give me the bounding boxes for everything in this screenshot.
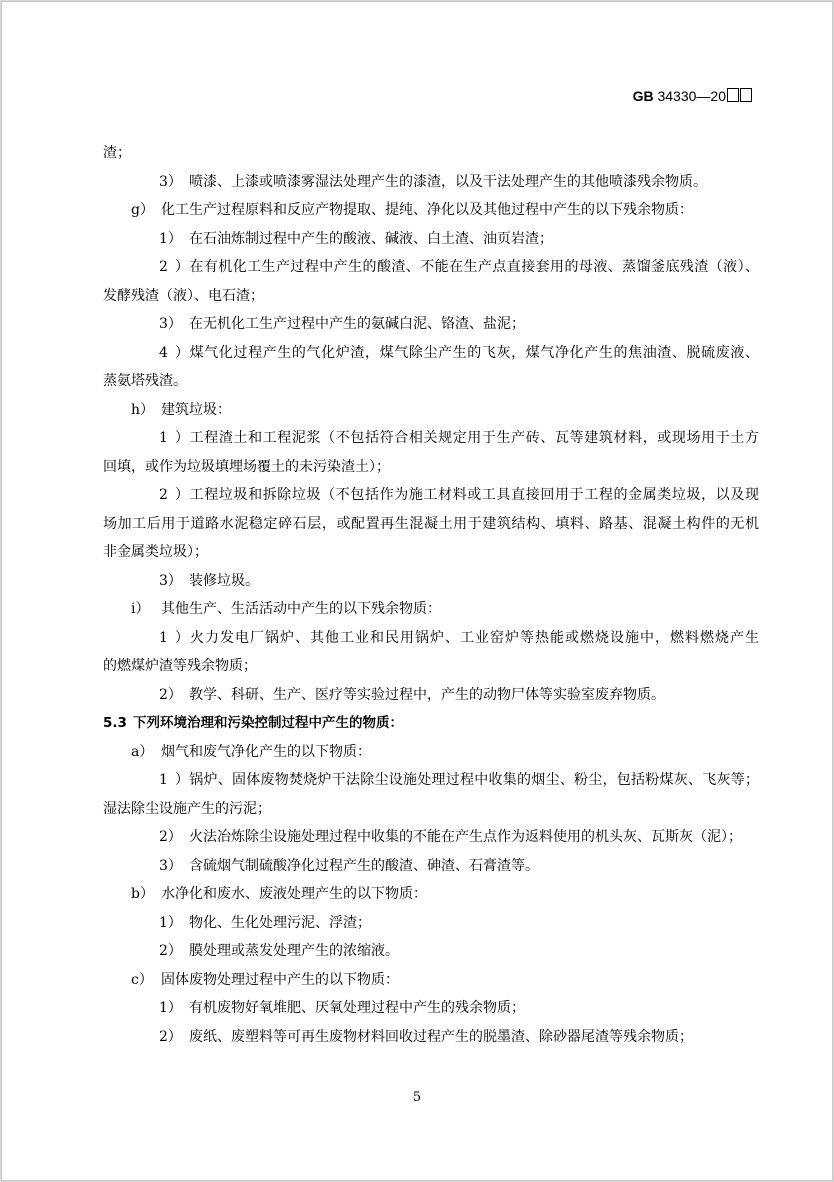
text-line: [103, 567, 759, 596]
text-line: [103, 709, 759, 738]
text-line: [103, 339, 759, 368]
text-line: [103, 852, 759, 881]
line-text: 的燃煤炉渣等残余物质；: [103, 658, 257, 674]
text-line: [103, 994, 759, 1023]
line-text: 火力发电厂锅炉、其他工业和民用锅炉、工业窑炉等热能或燃烧设施中，燃料燃烧产生: [189, 629, 759, 646]
line-text: 装修垃圾。: [189, 572, 259, 589]
page-number: 5: [412, 1090, 422, 1105]
list-marker: 1）: [159, 629, 189, 646]
list-marker: 2）: [159, 487, 189, 503]
line-text: 废纸、废塑料等可再生废物材料回收过程产生的脱墨渣、除砂器尾渣等残余物质；: [189, 1028, 693, 1045]
line-text: 煤气化过程产生的气化炉渣，煤气除尘产生的飞灰，煤气净化产生的焦油渣、脱硫废液、: [189, 344, 759, 361]
list-marker: 2）: [159, 943, 182, 959]
list-marker: 3）: [159, 173, 182, 190]
line-text: 湿法除尘设施产生的污泥；: [103, 800, 271, 817]
text-line: [103, 196, 759, 225]
text-line: [103, 966, 759, 995]
text-line: [103, 880, 759, 909]
line-text: 固体废物处理过程中产生的以下物质：: [161, 971, 399, 988]
text-line: [103, 538, 759, 567]
list-marker: 1）: [159, 230, 182, 247]
text-line: [103, 481, 759, 510]
list-marker: b）: [131, 886, 154, 902]
text-line: [103, 510, 759, 539]
line-text: 渣；: [103, 145, 131, 161]
line-text: 在有机化工生产过程中产生的酸渣、不能在生产点直接套用的母液、蒸馏釜底残渣（液）、: [189, 259, 759, 275]
text-line: [103, 652, 759, 681]
text-line: [103, 139, 759, 168]
line-text: 回填，或作为垃圾填埋场覆土的未污染渣土）；: [103, 458, 390, 475]
standard-prefix: GB: [632, 88, 654, 104]
text-line: [103, 795, 759, 824]
line-text: 蒸氨塔残渣。: [103, 373, 187, 389]
list-marker: g）: [131, 202, 154, 218]
line-text: 喷漆、上漆或喷漆雾湿法处理产生的漆渣，以及干法处理产生的其他喷漆残余物质。: [189, 173, 707, 190]
line-text: 工程渣土和工程泥浆（不包括符合相关规定用于生产砖、瓦等建筑材料，或现场用于土方: [189, 430, 759, 446]
text-line: [103, 738, 759, 767]
text-line: [103, 367, 759, 396]
line-text: 工程垃圾和拆除垃圾（不包括作为施工材料或工具直接回用于工程的金属类垃圾，以及现: [189, 487, 759, 503]
line-text: 膜处理或蒸发处理产生的浓缩液。: [189, 943, 399, 959]
list-marker: h）: [131, 401, 155, 418]
list-marker: 4）: [159, 344, 189, 361]
year-placeholder-box: [727, 88, 739, 102]
list-marker: i）: [131, 601, 150, 617]
line-text: 锅炉、固体废物焚烧炉干法除尘设施处理过程中收集的烟尘、粉尘，包括粉煤灰、飞灰等；: [189, 772, 759, 788]
line-text: 非金属类垃圾）；: [103, 544, 208, 560]
standard-number: 34330—20: [657, 88, 726, 104]
text-line: [103, 909, 759, 938]
text-line: [103, 766, 759, 795]
line-text: 有机废物好氧堆肥、厌氧处理过程中产生的残余物质；: [189, 1000, 525, 1016]
line-text: 发酵残渣（液）、电石渣；: [103, 287, 264, 304]
line-text: 水净化和废水、废液处理产生的以下物质：: [161, 886, 427, 902]
list-marker: 3）: [159, 857, 182, 874]
text-line: [103, 253, 759, 282]
line-text: 化工生产过程原料和反应产物提取、提纯、净化以及其他过程中产生的以下残余物质：: [161, 202, 693, 218]
line-text: 在无机化工生产过程中产生的氨碱白泥、铬渣、盐泥；: [189, 316, 525, 332]
text-line: [103, 937, 759, 966]
line-text: 火法冶炼除尘设施处理过程中收集的不能在产生点作为返料使用的机头灰、瓦斯灰（泥）；: [189, 829, 742, 845]
text-line: [103, 1023, 759, 1052]
list-marker: 1）: [159, 1000, 182, 1016]
line-text: 物化、生化处理污泥、浮渣；: [189, 914, 371, 931]
list-marker: 3）: [159, 572, 182, 589]
list-marker: 2）: [159, 259, 189, 275]
text-line: [103, 681, 759, 710]
text-line: [103, 424, 759, 453]
list-marker: 1）: [159, 914, 182, 931]
text-line: [103, 595, 759, 624]
text-line: [103, 282, 759, 311]
list-marker: a）: [131, 743, 154, 760]
document-body: [103, 139, 759, 1051]
line-text: 建筑垃圾：: [161, 401, 231, 418]
line-text: 含硫烟气制硫酸净化过程产生的酸渣、砷渣、石膏渣等。: [189, 857, 539, 874]
list-marker: 3）: [159, 316, 182, 332]
standard-header: [633, 88, 752, 104]
list-marker: 2）: [159, 1028, 182, 1045]
text-line: [103, 168, 759, 197]
list-marker: c）: [131, 971, 153, 988]
list-marker: 2）: [159, 829, 182, 845]
text-line: [103, 310, 759, 339]
year-placeholder-box: [740, 88, 752, 102]
list-marker: 1）: [159, 772, 189, 788]
line-text: 在石油炼制过程中产生的酸液、碱液、白土渣、油页岩渣；: [189, 230, 553, 247]
list-marker: 2）: [159, 686, 182, 703]
line-text: 场加工后用于道路水泥稳定碎石层，或配置再生混凝土用于建筑结构、填料、路基、混凝土构件的无机: [103, 515, 759, 532]
line-text: 下列环境治理和污染控制过程中产生的物质：: [133, 715, 403, 731]
text-line: [103, 624, 759, 653]
line-text: 其他生产、生活活动中产生的以下残余物质：: [161, 601, 441, 617]
list-marker: 1）: [159, 430, 189, 446]
document-page: [1, 1, 833, 1181]
list-marker: 5.3: [103, 715, 127, 731]
text-line: [103, 823, 759, 852]
text-line: [103, 453, 759, 482]
text-line: [103, 225, 759, 254]
line-text: 教学、科研、生产、医疗等实验过程中，产生的动物尸体等实验室废弃物质。: [189, 686, 665, 703]
text-line: [103, 396, 759, 425]
line-text: 烟气和废气净化产生的以下物质：: [161, 743, 371, 760]
